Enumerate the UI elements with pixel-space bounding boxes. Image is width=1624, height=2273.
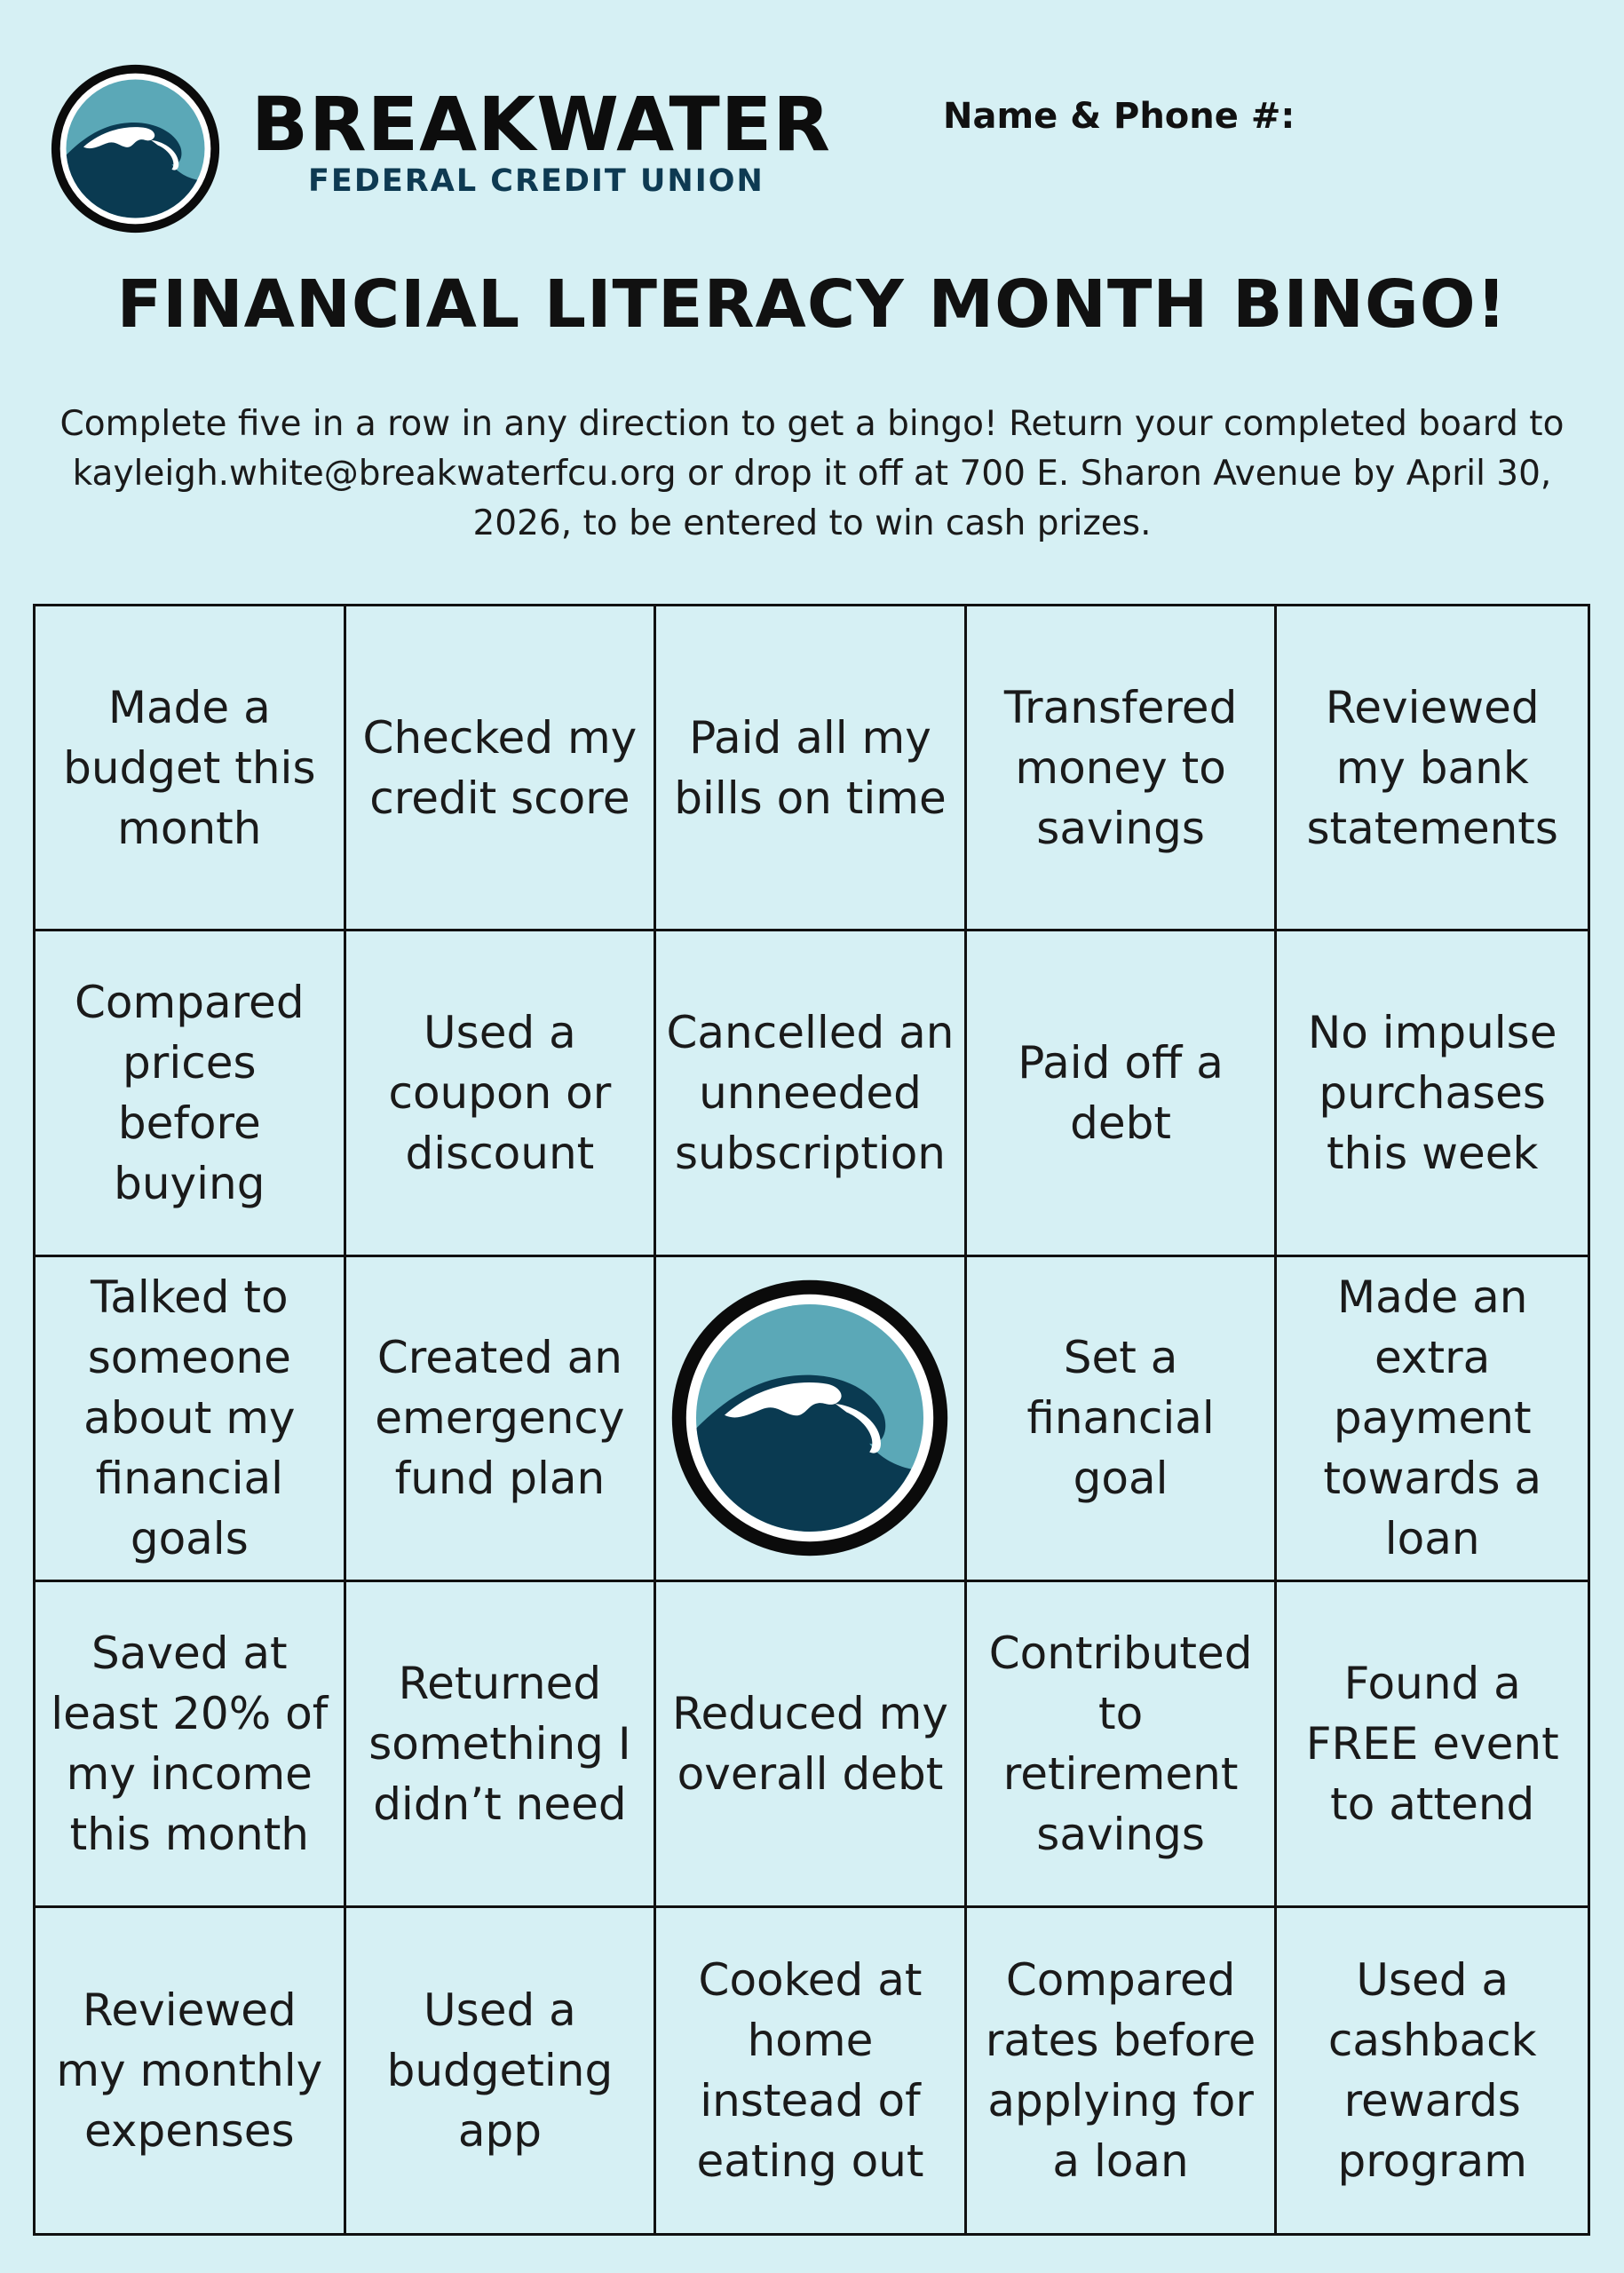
- bingo-cell[interactable]: [1277, 1582, 1588, 1907]
- breakwater-wave-logo-icon: [49, 62, 222, 235]
- bingo-cell[interactable]: [346, 1257, 657, 1582]
- bingo-cell-label: No impulse purchases this week: [1307, 1007, 1557, 1180]
- bingo-free-space[interactable]: [656, 1257, 967, 1582]
- breakwater-wave-logo-icon: [668, 1276, 952, 1560]
- bingo-cell-label: Transfered money to savings: [1003, 681, 1238, 854]
- bingo-board: [33, 604, 1590, 2236]
- bingo-cell[interactable]: [1277, 1908, 1588, 2233]
- name-phone-label: Name & Phone #:: [943, 96, 1295, 137]
- brand-name: BREAKWATER: [251, 81, 831, 168]
- bingo-cell[interactable]: [346, 606, 657, 931]
- bingo-cell-label: Talked to someone about my financial goals: [83, 1271, 296, 1565]
- bingo-cell-label: Found a FREE event to attend: [1305, 1657, 1559, 1830]
- bingo-cell-label: Paid off a debt: [1018, 1037, 1224, 1150]
- bingo-cell-label: Paid all my bills on time: [674, 711, 947, 824]
- bingo-cell-label: Created an emergency fund plan: [375, 1332, 625, 1505]
- bingo-cell[interactable]: [1277, 931, 1588, 1256]
- bingo-cell[interactable]: [36, 931, 346, 1256]
- bingo-cell[interactable]: [967, 1908, 1278, 2233]
- bingo-cell[interactable]: [346, 1908, 657, 2233]
- bingo-cell-label: Used a budgeting app: [386, 1984, 614, 2157]
- bingo-cell-label: Checked my credit score: [362, 711, 638, 824]
- bingo-cell[interactable]: [656, 1908, 967, 2233]
- bingo-cell-label: Made an extra payment towards a loan: [1323, 1271, 1542, 1565]
- bingo-cell-label: Cooked at home instead of eating out: [696, 1953, 924, 2187]
- bingo-cell[interactable]: [967, 1582, 1278, 1907]
- bingo-cell[interactable]: [967, 606, 1278, 931]
- bingo-cell-label: Set a financial goal: [1026, 1332, 1215, 1505]
- bingo-cell[interactable]: [656, 931, 967, 1256]
- bingo-cell[interactable]: [346, 1582, 657, 1907]
- bingo-cell[interactable]: [36, 1582, 346, 1907]
- bingo-cell-label: Cancelled an unneeded subscription: [666, 1007, 955, 1180]
- bingo-cell[interactable]: [656, 606, 967, 931]
- bingo-cell[interactable]: [967, 931, 1278, 1256]
- brand-header: [49, 62, 848, 240]
- brand-subtitle: FEDERAL CREDIT UNION: [308, 163, 764, 199]
- bingo-cell[interactable]: [967, 1257, 1278, 1582]
- instructions-text: Complete five in a row in any direction to get a bingo! Return your completed board to kayleigh.white@breakwaterfcu.org or drop it off at 700 E. Sharon Avenue by April 30, 2026, to be entered to win cash prizes.: [59, 404, 1565, 543]
- bingo-cell[interactable]: [1277, 606, 1588, 931]
- bingo-cell-label: Used a cashback rewards program: [1327, 1953, 1537, 2187]
- bingo-cell[interactable]: [1277, 1257, 1588, 1582]
- bingo-cell-label: Made a budget this month: [63, 681, 316, 854]
- bingo-cell-label: Returned something I didn’t need: [368, 1657, 631, 1830]
- bingo-cell-label: Used a coupon or discount: [388, 1007, 612, 1180]
- bingo-cell-label: Compared rates before applying for a loan: [985, 1953, 1256, 2187]
- bingo-cell-label: Contributed to retirement savings: [988, 1627, 1253, 1860]
- bingo-cell[interactable]: [346, 931, 657, 1256]
- bingo-cell-label: Compared prices before buying: [75, 977, 305, 1210]
- bingo-cell[interactable]: [36, 606, 346, 931]
- bingo-cell-label: Reduced my overall debt: [672, 1687, 948, 1800]
- bingo-cell[interactable]: [656, 1582, 967, 1907]
- bingo-cell[interactable]: [36, 1257, 346, 1582]
- bingo-cell-label: Saved at least 20% of my income this month: [51, 1627, 329, 1860]
- bingo-cell-label: Reviewed my bank statements: [1306, 681, 1558, 854]
- page-title: FINANCIAL LITERACY MONTH BINGO!: [116, 266, 1508, 343]
- bingo-cell[interactable]: [36, 1908, 346, 2233]
- bingo-cell-label: Reviewed my monthly expenses: [56, 1984, 323, 2157]
